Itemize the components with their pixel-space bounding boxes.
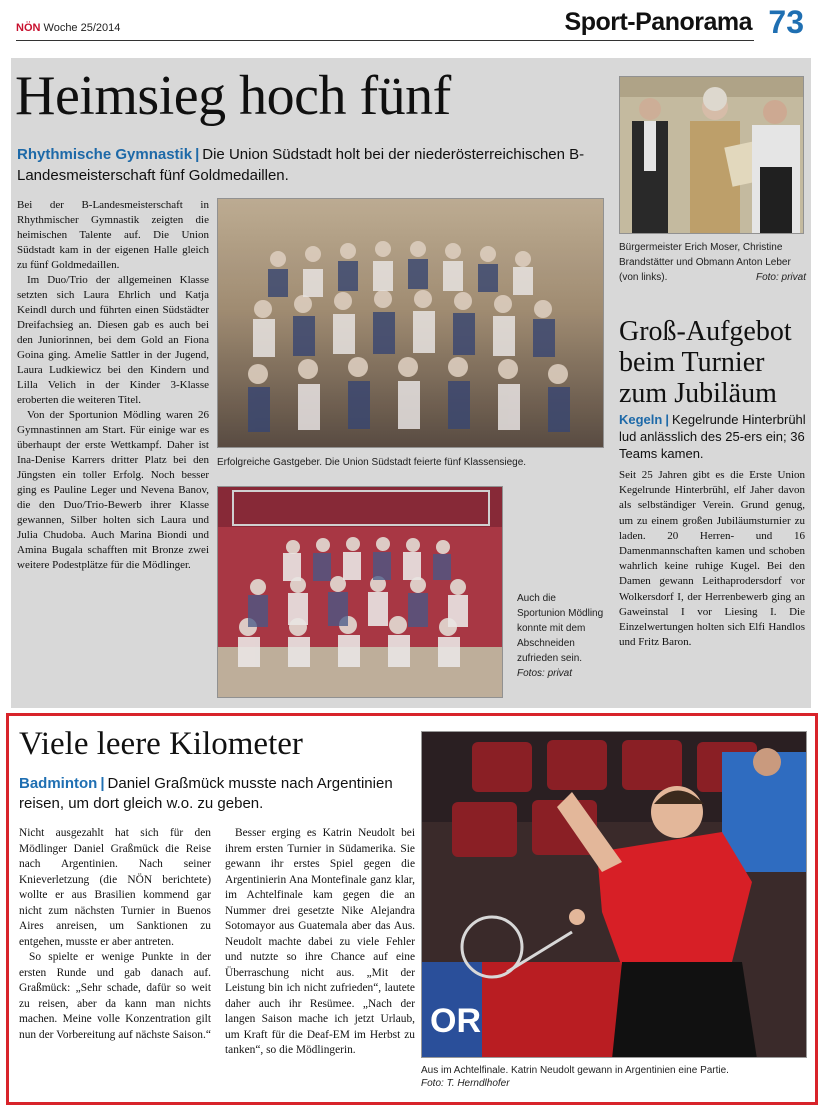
badminton-headline: Viele leere Kilometer — [19, 726, 303, 762]
badminton-deck-text: Daniel Graßmück musste nach Argentinien reisen, um dort gleich w.o. zu geben. — [19, 775, 393, 812]
badminton-caption-text: Aus im Achtelfinale. Katrin Neudolt gewann in Argentinien eine Partie. — [421, 1065, 729, 1076]
badminton-photo-graphic — [422, 732, 807, 1058]
kegeln-kicker: Kegeln — [619, 412, 663, 427]
main-deck: Rhythmische Gymnastik | Die Union Südstadt holt bei der niederösterreichischen B-Landesmeisterschaft fünf Goldmedaillen. — [17, 146, 585, 184]
kegeln-headline: Groß-Aufgebot beim Turnier zum Jubiläum — [619, 316, 792, 409]
badminton-photo — [421, 731, 807, 1058]
main-paragraph: Bei der B-Landesmeisterschaft in Rhythmischer Gymnastik zeigten die heimischen Talente auf. Die Union Südstadt kam in der eigenen Halle gleich zu fünf Goldmedaillen. — [17, 199, 209, 271]
badminton-kicker: Badminton — [19, 775, 98, 792]
sponsor-banner-text: OR — [430, 1002, 481, 1040]
badminton-photo-caption — [421, 1064, 807, 1090]
main-kicker: Rhythmische Gymnastik — [17, 146, 193, 163]
badminton-deck: Badminton | Daniel Graßmück musste nach Argentinien reisen, um dort gleich w.o. zu geben. — [19, 775, 393, 812]
officials-photo-credit: Foto: privat — [755, 272, 806, 283]
moedling-caption-text: Auch die Sportunion Mödling konnte mit dem Abschneiden zufrieden sein. — [517, 593, 604, 664]
badminton-paragraph: Besser erging es Katrin Neudolt bei ihrem ersten Turnier in Südamerika. Sie gewann ihr erstes Spiel gegen die Argentinierin Ana Montefinale ganz klar, im Achtelfinale kam gegen die an Nummer drei gesetzte Nike Alejandra Sotomayor aus Guatemala aber das Aus. Neudolt machte dabei zu viele Fehler und nutzte so ihre Chance auf eine Überraschung nicht aus. „Mit der Leistung bin ich nicht zufrieden“, lautete daher auch ihr Resümee. „Nach der langen Saison mache ich jetzt Urlaub, um Kraft für die Deaf-EM im Herbst zu tanken“, so die Mödlingerin. — [225, 827, 415, 1056]
header-rule — [16, 40, 754, 41]
moedling-photo-caption — [517, 591, 605, 681]
issue-label: Woche 25/2014 — [43, 22, 121, 34]
kegeln-deck: Kegeln | Kegelrunde Hinterbrühl lud anlässlich des 25-ers ein; 36 Teams kamen. — [619, 412, 806, 461]
main-paragraph: Im Duo/Trio der allgemeinen Klasse setzten sich Laura Ehrlich und Katja Keindl durch und führten einen Südstädter Dreifachsieg an. Diesen gab es auch bei den Juniorinnen, bei dem Gold an Fiona Goina ging. Amelie Sattler in der Jugend, Laura Ludkiewicz bei den Kindern und Lilla Velich in der Kinder 3-Klasse eroberten die weiteren Titel. — [17, 274, 209, 406]
badminton-paragraph: Nicht ausgezahlt hat sich für den Mödlinger Daniel Graßmück die Reise nach Argentinien. Nach seiner Knieverletzung (die NÖN berichtete) wollte er aus Brasilien kommend gar nicht zum nächsten Turnier in Buenos Aires anreisen, um Sanktionen zu entgehen, musste er aber antreten. — [19, 827, 211, 948]
officials-photo-graphic — [620, 77, 804, 234]
main-body — [17, 198, 209, 573]
kegeln-deck-text: Kegelrunde Hinterbrühl lud anlässlich des 25-ers ein; 36 Teams kamen. — [619, 412, 806, 461]
upper-articles — [11, 58, 811, 708]
kegeln-body — [619, 468, 805, 650]
badminton-col2 — [225, 826, 415, 1059]
officials-caption-text: Bürgermeister Erich Moser, Christine Brandstätter und Obmann Anton Leber (von links). — [619, 242, 791, 283]
main-deck-text: Die Union Südstadt holt bei der niederösterreichischen B-Landesmeisterschaft fünf Goldmedaillen. — [17, 146, 585, 184]
badminton-article — [6, 713, 818, 1105]
newspaper-brand: NÖN — [16, 22, 41, 34]
main-paragraph: Von der Sportunion Mödling waren 26 Gymnastinnen am Start. Für einige war es überhaupt der erste Wettkampf. Daher ist Ina-Denise Karrers dritter Platz bei den Jüngsten ein toller Erfolg. Noch besser ging es Pauline Leger und Nevena Banov, die den Duo/Trio-Bewerb ihrer Klasse gewannen, Silber holten sich Laura und Julia Chudoba. Auch Marina Biondi und Amina Bugala schafften mit Bronze zwei weitere Podestplätze für die Mödlinger. — [17, 409, 209, 571]
page-header — [10, 0, 810, 45]
badminton-photo-credit: Foto: T. Herndlhofer — [421, 1078, 510, 1089]
group-photo-caption: Erfolgreiche Gastgeber. Die Union Südstadt feierte fünf Klassensiege. — [217, 457, 527, 468]
issue-line — [16, 22, 120, 34]
main-headline: Heimsieg hoch fünf — [15, 65, 451, 127]
officials-photo-caption — [619, 240, 806, 285]
group-photo-graphic — [218, 199, 604, 448]
kegeln-paragraph: Seit 25 Jahren gibt es die Erste Union Kegelrunde Hinterbrühl, elf Jaher davon als selbständiger Verein. Grund genug, um zu einem großen Jubiläumsturnier zu laden. 20 Herren- und 16 Damenmannschaften kamen und schoben wahrlich keine ruhige Kugel. Bei den Damen gewann Leithaprodersdorf vor Wolkersdorf I, der Herrenbewerb ging an Gaweinstal I vor Liesing I. Die Einzelwertungen holten sich Elfi Handlos und Fritz Baron. — [619, 469, 805, 649]
section-title: Sport-Panorama — [564, 8, 752, 36]
moedling-photo-credit: Fotos: privat — [517, 668, 573, 679]
group-photo-moedling — [217, 486, 503, 698]
badminton-paragraph: So spielte er wenige Punkte in der ersten Runde und gab danach auf. Graßmück: „Sehr schade, dafür so weit zu reisen, aber da kann man nichts machen. Meine volle Konzentration gilt nun der Vorbereitung auf nächste Saison.“ — [19, 951, 211, 1041]
side-photo-officials — [619, 76, 804, 234]
page-number: 73 — [768, 4, 804, 40]
badminton-col1 — [19, 826, 211, 1043]
moedling-photo-graphic — [218, 487, 503, 698]
group-photo-suedstadt — [217, 198, 604, 448]
